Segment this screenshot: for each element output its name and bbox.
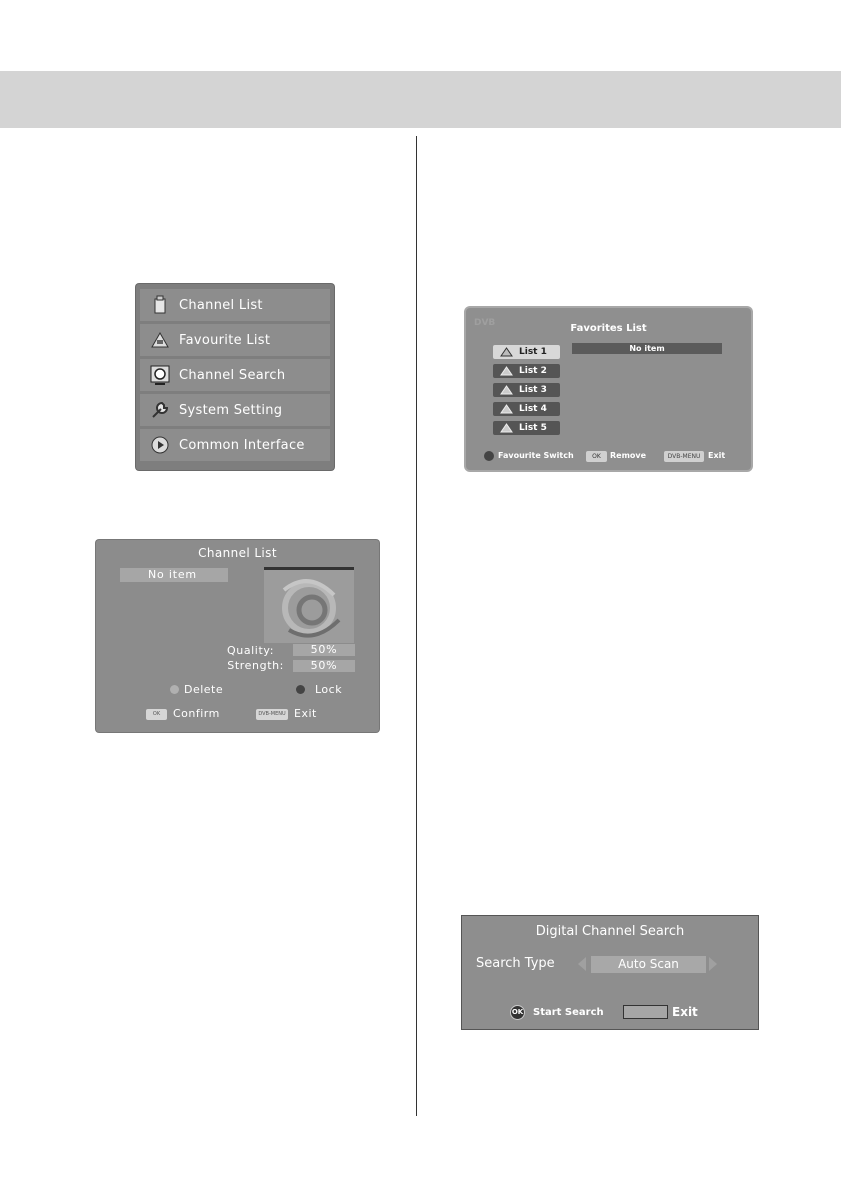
channel-entry[interactable]: No item (120, 568, 228, 582)
search-type-select[interactable]: Auto Scan (591, 956, 706, 973)
green-key-icon (296, 685, 305, 694)
delete-label[interactable]: Delete (184, 683, 224, 696)
confirm-label[interactable]: Confirm (173, 707, 220, 720)
channel-list-icon (149, 294, 171, 316)
common-interface-icon (149, 434, 171, 456)
favourite-list-icon (149, 329, 171, 351)
favourite-list-icon (500, 385, 514, 395)
favourite-switch-label[interactable]: Favourite Switch (498, 451, 574, 460)
strength-label: Strength: (227, 659, 284, 672)
list-label: List 5 (519, 423, 547, 433)
fav-list-2[interactable] (493, 364, 560, 378)
menu-item-favourite-list[interactable] (140, 324, 330, 356)
header-band (0, 71, 841, 128)
panel-title: Digital Channel Search (535, 924, 685, 939)
menu-key-icon: DVB-MENU (664, 451, 704, 462)
panel-title: Favorites List (570, 323, 647, 334)
panel-title: Channel List (198, 546, 277, 560)
favourite-list-icon (500, 404, 514, 414)
list-label: List 3 (519, 385, 547, 395)
favorite-entry[interactable]: No item (572, 343, 722, 354)
arrow-left-icon[interactable] (578, 957, 586, 971)
exit-label[interactable]: Exit (708, 451, 726, 460)
fav-list-4[interactable] (493, 402, 560, 416)
menu-item-channel-search[interactable] (140, 359, 330, 391)
menu-item-label: Favourite List (179, 332, 271, 348)
menu-item-channel-list[interactable] (140, 289, 330, 321)
menu-item-label: Common Interface (179, 437, 305, 453)
ok-key-icon: OK (146, 709, 167, 720)
red-key-icon (170, 685, 179, 694)
channel-list-panel (96, 540, 379, 732)
color-key-icon (484, 451, 494, 461)
fav-list-5[interactable] (493, 421, 560, 435)
favorites-list-panel (466, 308, 751, 470)
menu-item-label: System Setting (179, 402, 283, 418)
exit-label[interactable]: Exit (672, 1005, 698, 1019)
menu-item-label: Channel List (179, 297, 263, 313)
quality-value: 50% (293, 644, 355, 656)
menu-item-label: Channel Search (179, 367, 286, 383)
exit-key-icon (623, 1005, 668, 1019)
list-label: List 2 (519, 366, 547, 376)
favourite-list-icon (500, 347, 514, 357)
menu-key-icon: DVB-MENU (256, 709, 288, 720)
channel-search-icon (149, 364, 171, 386)
preview-thumbnail (264, 567, 354, 643)
arrow-right-icon[interactable] (709, 957, 717, 971)
favourite-list-icon (500, 423, 514, 433)
ok-key-icon: OK (510, 1005, 525, 1020)
system-setting-icon (149, 399, 171, 421)
lock-label[interactable]: Lock (315, 683, 343, 696)
list-label: List 1 (519, 347, 547, 357)
quality-label: Quality: (226, 644, 274, 657)
digital-channel-search-panel (461, 915, 759, 1030)
fav-list-3[interactable] (493, 383, 560, 397)
main-menu (136, 284, 334, 470)
ok-key-icon: OK (586, 451, 607, 462)
fav-list-1[interactable] (493, 345, 560, 359)
dvb-watermark: DVB (474, 318, 496, 328)
menu-item-common-interface[interactable] (140, 429, 330, 461)
menu-item-system-setting[interactable] (140, 394, 330, 426)
remove-label[interactable]: Remove (610, 451, 647, 460)
search-type-label: Search Type (476, 956, 555, 971)
start-search-label[interactable]: Start Search (533, 1007, 604, 1018)
list-label: List 4 (519, 404, 547, 414)
favourite-list-icon (500, 366, 514, 376)
column-divider (416, 136, 417, 1116)
exit-label[interactable]: Exit (294, 707, 317, 720)
strength-value: 50% (293, 660, 355, 672)
